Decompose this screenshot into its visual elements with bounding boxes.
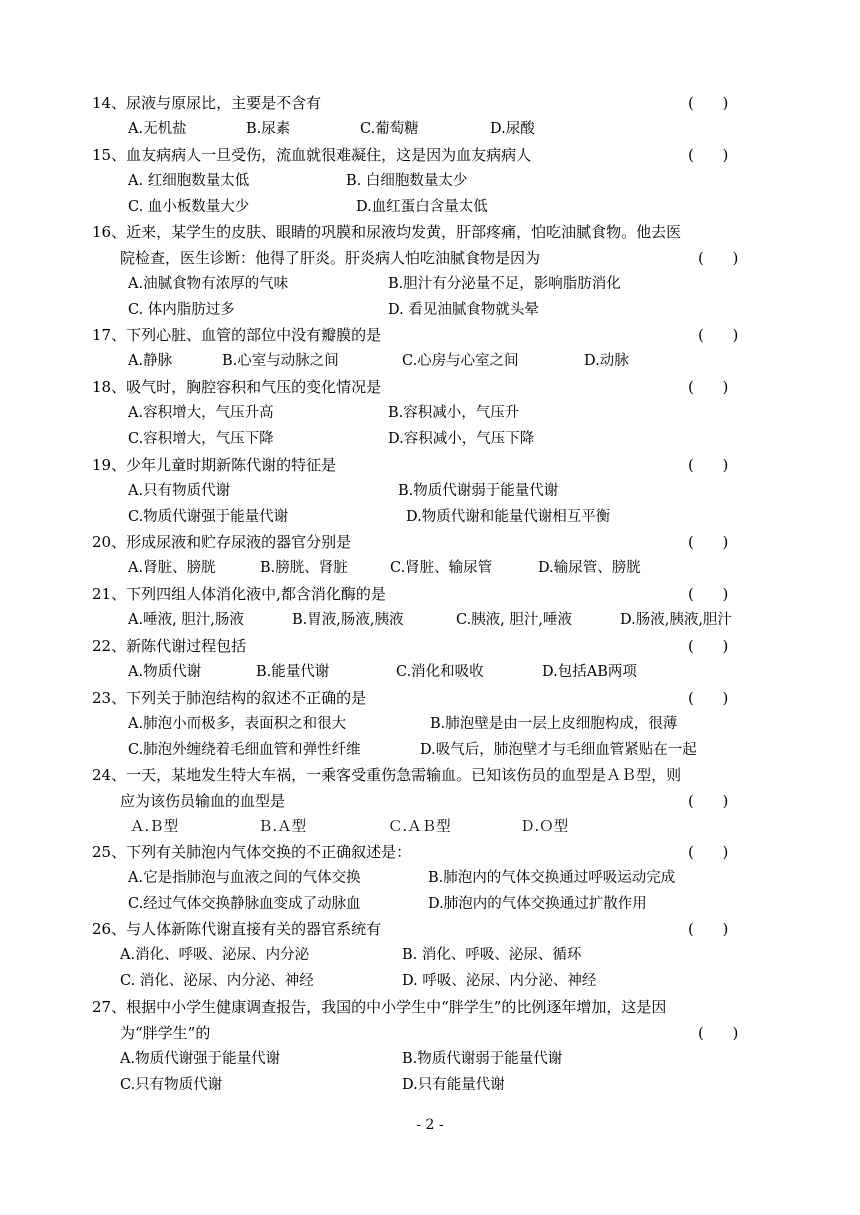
- question-21-option-a: A.唾液, 胆汁,肠液: [128, 612, 244, 628]
- question-17-option-d: D.动脉: [584, 353, 629, 369]
- question-15-option-d: D.血红蛋白含量太低: [356, 199, 488, 215]
- question-18-option-b: B.容积减小，气压升: [388, 405, 520, 421]
- question-25-stem: 25、下列有关肺泡内气体交换的不正确叙述是：: [92, 843, 412, 861]
- question-21-stem: 21、下列四组人体消化液中,都含消化酶的是: [92, 585, 386, 603]
- question-17-option-c: C.心房与心室之间: [402, 353, 519, 369]
- question-14-option-d: D.尿酸: [490, 121, 535, 137]
- question-16-answer-blank: ( ): [698, 249, 739, 267]
- question-23-option-d: D.吸气后，肺泡壁才与毛细血管紧贴在一起: [420, 742, 697, 758]
- question-22-stem: 22、新陈代谢过程包括: [92, 637, 247, 655]
- question-18-option-d: D.容积减小，气压下降: [388, 431, 535, 447]
- question-26-option-a: A.消化、呼吸、泌尿、内分泌: [120, 947, 310, 963]
- question-20-option-c: C.肾脏、输尿管: [390, 560, 493, 576]
- question-25-option-d: D.肺泡内的气体交换通过扩散作用: [428, 896, 647, 912]
- question-16-option-a: A.油腻食物有浓厚的气味: [128, 276, 289, 292]
- question-17-option-a: A.静脉: [128, 353, 173, 369]
- question-23-option-a: A.肺泡小而极多，表面积之和很大: [128, 716, 347, 732]
- question-15-stem: 15、血友病病人一旦受伤，流血就很难凝住，这是因为血友病病人: [92, 146, 532, 164]
- question-18-answer-blank: ( ): [688, 378, 729, 396]
- question-19-option-d: D.物质代谢和能量代谢相互平衡: [406, 509, 611, 525]
- question-25-option-b: B.肺泡内的气体交换通过呼吸运动完成: [428, 870, 676, 886]
- question-19-answer-blank: ( ): [688, 456, 729, 474]
- question-26-option-d: D. 呼吸、泌尿、内分泌、神经: [402, 973, 597, 989]
- question-24-stem-continued: 应为该伤员输血的血型是: [120, 792, 286, 810]
- question-23-stem: 23、下列关于肺泡结构的叙述不正确的是: [92, 689, 367, 707]
- question-23-option-c: C.肺泡外缠绕着毛细血管和弹性纤维: [128, 742, 361, 758]
- question-23-answer-blank: ( ): [688, 689, 729, 707]
- page-number: - 2 -: [416, 1117, 444, 1133]
- question-16-option-b: B.胆汁有分泌量不足，影响脂肪消化: [388, 276, 621, 292]
- question-26-stem: 26、与人体新陈代谢直接有关的器官系统有: [92, 920, 382, 938]
- question-14-option-a: A.无机盐: [128, 121, 187, 137]
- question-27-option-a: A.物质代谢强于能量代谢: [120, 1051, 281, 1067]
- question-26-answer-blank: ( ): [688, 920, 729, 938]
- question-27-option-b: B.物质代谢弱于能量代谢: [402, 1051, 563, 1067]
- question-22-option-d: D.包括AB两项: [542, 664, 637, 680]
- question-27-stem: 27、根据中小学生健康调查报告，我国的中小学生中“胖学生”的比例逐年增加，这是因: [92, 998, 667, 1016]
- question-20-option-b: B.膀胱、肾脏: [260, 560, 348, 576]
- question-14-stem: 14、尿液与原尿比，主要是不含有: [92, 94, 322, 112]
- question-14-option-c: C.葡萄糖: [360, 121, 419, 137]
- question-20-stem: 20、形成尿液和贮存尿液的器官分别是: [92, 533, 352, 551]
- question-19-option-a: A.只有物质代谢: [128, 483, 231, 499]
- question-25-option-a: A.它是指肺泡与血液之间的气体交换: [128, 870, 361, 886]
- question-19-stem: 19、少年儿童时期新陈代谢的特征是: [92, 456, 337, 474]
- question-22-option-a: A.物质代谢: [128, 664, 202, 680]
- question-24-option-b: Ｂ.Ａ型: [258, 819, 307, 835]
- question-16-option-c: C. 体内脂肪过多: [128, 302, 235, 318]
- question-17-stem: 17、下列心脏、血管的部位中没有瓣膜的是: [92, 326, 382, 344]
- question-17-option-b: B.心室与动脉之间: [222, 353, 339, 369]
- question-25-option-c: C.经过气体交换静脉血变成了动脉血: [128, 896, 361, 912]
- question-24-stem: 24、一天，某地发生特大车祸，一乘客受重伤急需输血。已知该伤员的血型是ＡＢ型，则: [92, 766, 682, 784]
- question-24-option-a: Ａ.Ｂ型: [130, 819, 179, 835]
- question-20-option-a: A.肾脏、膀胱: [128, 560, 216, 576]
- question-18-stem: 18、吸气时，胸腔容积和气压的变化情况是: [92, 378, 382, 396]
- question-16-stem: 16、近来，某学生的皮肤、眼睛的巩膜和尿液均发黄，肝部疼痛，怕吃油腻食物。他去医: [92, 223, 682, 241]
- question-17-answer-blank: ( ): [698, 326, 739, 344]
- question-22-option-c: C.消化和吸收: [396, 664, 484, 680]
- question-26-option-c: C. 消化、泌尿、内分泌、神经: [120, 973, 314, 989]
- question-27-stem-continued: 为“胖学生”的: [120, 1024, 211, 1042]
- question-27-option-d: D.只有能量代谢: [402, 1077, 505, 1093]
- question-15-option-b: B. 白细胞数量太少: [346, 173, 468, 189]
- question-15-option-c: C. 血小板数量大少: [128, 199, 250, 215]
- question-16-option-d: D. 看见油腻食物就头晕: [388, 302, 539, 318]
- question-24-option-d: Ｄ.Ｏ型: [520, 819, 569, 835]
- question-18-option-c: C.容积增大，气压下降: [128, 431, 274, 447]
- question-14-answer-blank: ( ): [688, 94, 729, 112]
- question-16-stem-continued: 院检查，医生诊断：他得了肝炎。肝炎病人怕吃油腻食物是因为: [120, 249, 541, 267]
- question-26-option-b: B. 消化、呼吸、泌尿、循环: [402, 947, 582, 963]
- question-24-option-c: Ｃ.ＡＢ型: [388, 819, 451, 835]
- question-15-option-a: A. 红细胞数量太低: [128, 173, 250, 189]
- question-21-answer-blank: ( ): [688, 585, 729, 603]
- question-19-option-b: B.物质代谢弱于能量代谢: [398, 483, 559, 499]
- question-21-option-d: D.肠液,胰液,胆汁: [620, 612, 732, 628]
- question-21-option-b: B.胃液,肠液,胰液: [292, 612, 404, 628]
- question-20-answer-blank: ( ): [688, 533, 729, 551]
- question-27-answer-blank: ( ): [698, 1024, 739, 1042]
- question-23-option-b: B.肺泡壁是由一层上皮细胞构成，很薄: [430, 716, 678, 732]
- question-25-answer-blank: ( ): [688, 843, 729, 861]
- question-18-option-a: A.容积增大，气压升高: [128, 405, 274, 421]
- question-15-answer-blank: ( ): [688, 146, 729, 164]
- question-20-option-d: D.输尿管、膀胱: [538, 560, 641, 576]
- question-24-answer-blank: ( ): [688, 792, 729, 810]
- question-22-answer-blank: ( ): [688, 637, 729, 655]
- question-22-option-b: B.能量代谢: [256, 664, 330, 680]
- question-14-option-b: B.尿素: [246, 121, 291, 137]
- question-21-option-c: C.胰液, 胆汁,唾液: [456, 612, 573, 628]
- question-27-option-c: C.只有物质代谢: [120, 1077, 223, 1093]
- question-19-option-c: C.物质代谢强于能量代谢: [128, 509, 289, 525]
